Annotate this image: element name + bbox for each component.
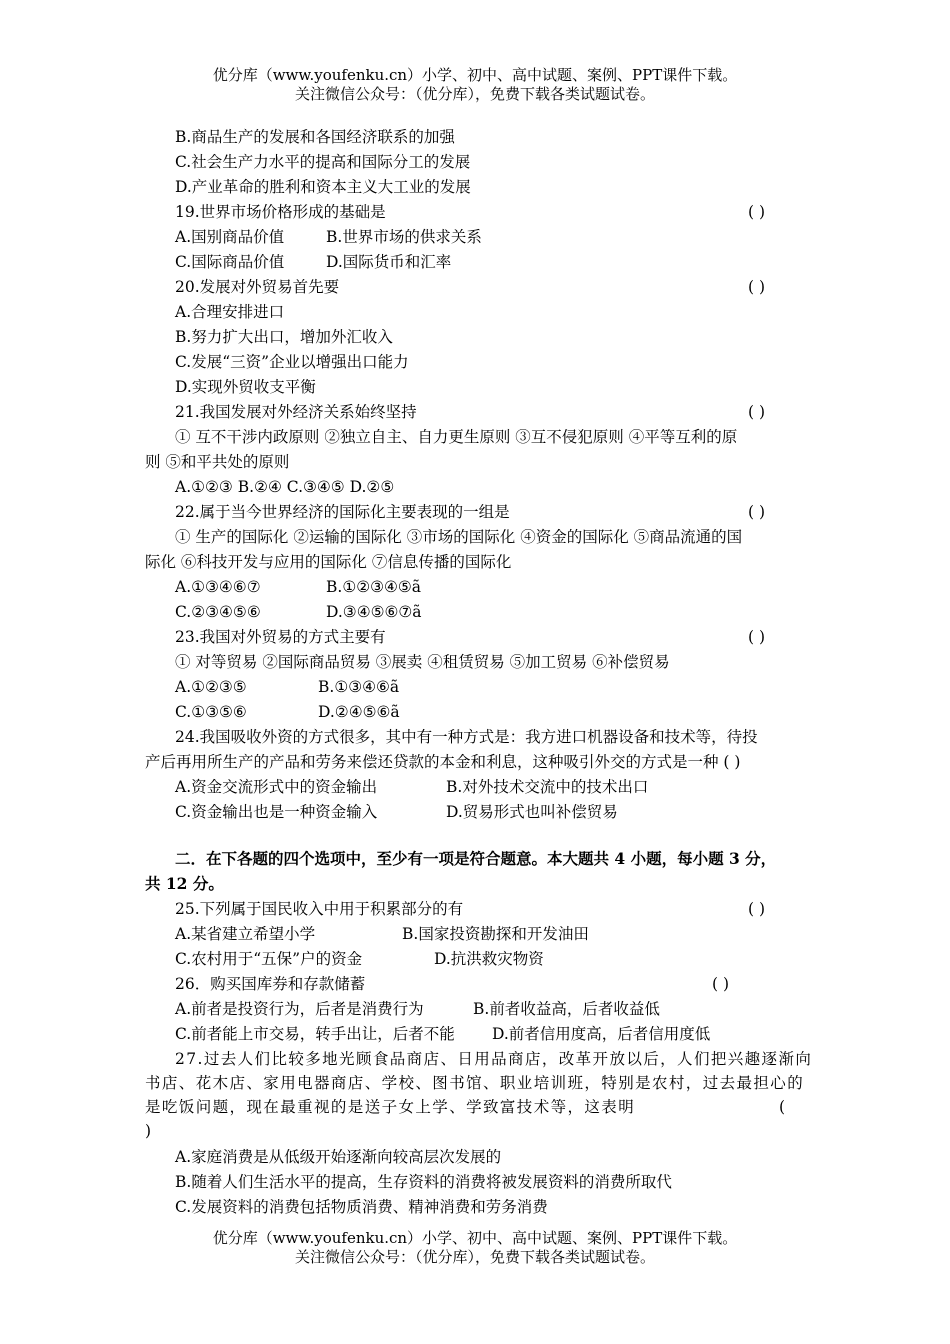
option-d: D.②④⑤⑥ã — [318, 703, 400, 721]
option-d: D.③④⑤⑥⑦ã — [326, 603, 422, 621]
question-items: ① 对等贸易 ②国际商品贸易 ③展卖 ④租赁贸易 ⑤加工贸易 ⑥补偿贸易 — [175, 653, 670, 671]
question-stem-line-3: 是吃饭问题，现在最重视的是送子女上学、学致富技术等，这表明 — [145, 1098, 636, 1116]
question-items-line-1: ① 互不干涉内政原则 ②独立自主、自力更生原则 ③互不侵犯原则 ④平等互利的原 — [175, 428, 738, 446]
answer-paren: ( ) — [748, 403, 766, 421]
answer-paren: ( ) — [712, 975, 730, 993]
option-b: B.随着人们生活水平的提高，生存资料的消费将被发展资料的消费所取代 — [175, 1173, 672, 1191]
option-d: D.国际货币和汇率 — [326, 253, 452, 271]
option-b: B.世界市场的供求关系 — [326, 228, 482, 246]
option-b: B.努力扩大出口，增加外汇收入 — [175, 328, 393, 346]
option-b: B.国家投资勘探和开发油田 — [402, 925, 589, 943]
question-options: A.①②③ B.②④ C.③④⑤ D.②⑤ — [175, 478, 395, 496]
page-header — [0, 66, 950, 104]
option-a: A.某省建立希望小学 — [175, 925, 316, 943]
option-c: C.资金输出也是一种资金输入 — [175, 803, 378, 821]
footer-line-2: 关注微信公众号：（优分库），免费下载各类试题试卷。 — [294, 1248, 655, 1266]
header-line-2: 关注微信公众号：（优分库），免费下载各类试题试卷。 — [294, 85, 655, 103]
option-a: A.前者是投资行为，后者是消费行为 — [175, 1000, 424, 1018]
answer-paren-close: ) — [145, 1122, 152, 1140]
question-stem: 26．购买国库券和存款储蓄 — [175, 975, 366, 993]
question-stem-line-1: 24.我国吸收外资的方式很多，其中有一种方式是：我方进口机器设备和技术等，待投 — [175, 728, 758, 746]
question-stem-line-2: 产后再用所生产的产品和劳务来偿还贷款的本金和利息，这种吸引外交的方式是一种 ( ) — [145, 753, 741, 771]
option-c: C.农村用于“五保”户的资金 — [175, 950, 363, 968]
option-d: D.前者信用度高，后者信用度低 — [492, 1025, 711, 1043]
section-heading-line-1: 二．在下各题的四个选项中，至少有一项是符合题意。本大题共 4 小题，每小题 3 分， — [175, 849, 777, 868]
answer-paren: ( ) — [748, 900, 766, 918]
footer-line-1: 优分库（www.youfenku.cn）小学、初中、高中试题、案例、PPT课件下载。 — [212, 1229, 738, 1247]
question-stem: 21.我国发展对外经济关系始终坚持 — [175, 403, 417, 421]
option-c: C.②③④⑤⑥ — [175, 603, 261, 621]
option-b: B.商品生产的发展和各国经济联系的加强 — [175, 128, 455, 146]
question-stem-line-1: 27.过去人们比较多地光顾食品商店、日用品商店，改革开放以后，人们把兴趣逐渐向 — [175, 1050, 813, 1068]
option-b: B.前者收益高，后者收益低 — [473, 1000, 660, 1018]
question-stem: 20.发展对外贸易首先要 — [175, 278, 340, 296]
option-a: A.合理安排进口 — [175, 303, 285, 321]
answer-paren: ( ) — [748, 503, 766, 521]
page-footer — [0, 1229, 950, 1267]
option-c: C.社会生产力水平的提高和国际分工的发展 — [175, 153, 471, 171]
question-stem: 25.下列属于国民收入中用于积累部分的有 — [175, 900, 464, 918]
question-items-line-1: ① 生产的国际化 ②运输的国际化 ③市场的国际化 ④资金的国际化 ⑤商品流通的国 — [175, 528, 743, 546]
option-d: D.贸易形式也叫补偿贸易 — [446, 803, 618, 821]
option-d: D.实现外贸收支平衡 — [175, 378, 316, 396]
header-line-1: 优分库（www.youfenku.cn）小学、初中、高中试题、案例、PPT课件下载。 — [212, 66, 738, 84]
option-a: A.国别商品价值 — [175, 228, 285, 246]
option-c: C.①③⑤⑥ — [175, 703, 247, 721]
option-b: B.①②③④⑤ã — [326, 578, 422, 596]
section-heading-line-2: 共 12 分。 — [145, 874, 224, 893]
answer-paren-open: ( — [779, 1098, 786, 1116]
option-b: B.对外技术交流中的技术出口 — [446, 778, 649, 796]
option-a: A.①③④⑥⑦ — [175, 578, 261, 596]
question-stem-line-2: 书店、花木店、家用电器商店、学校、图书馆、职业培训班，特别是农村，过去最担心的 — [145, 1074, 805, 1092]
question-items-line-2: 则 ⑤和平共处的原则 — [145, 453, 290, 471]
question-stem: 23.我国对外贸易的方式主要有 — [175, 628, 386, 646]
option-c: C.发展资料的消费包括物质消费、精神消费和劳务消费 — [175, 1198, 548, 1216]
answer-paren: ( ) — [748, 278, 766, 296]
option-c: C.国际商品价值 — [175, 253, 285, 271]
option-a: A.家庭消费是从低级开始逐渐向较高层次发展的 — [175, 1148, 502, 1166]
option-c: C.前者能上市交易，转手出让，后者不能 — [175, 1025, 455, 1043]
option-a: A.①②③⑤ — [175, 678, 247, 696]
answer-paren: ( ) — [748, 203, 766, 221]
option-d: D.产业革命的胜利和资本主义大工业的发展 — [175, 178, 471, 196]
option-a: A.资金交流形式中的资金输出 — [175, 778, 378, 796]
option-b: B.①③④⑥ã — [318, 678, 400, 696]
option-c: C.发展“三资”企业以增强出口能力 — [175, 353, 409, 371]
question-stem: 19.世界市场价格形成的基础是 — [175, 203, 386, 221]
answer-paren: ( ) — [748, 628, 766, 646]
option-d: D.抗洪救灾物资 — [434, 950, 544, 968]
question-items-line-2: 际化 ⑥科技开发与应用的国际化 ⑦信息传播的国际化 — [145, 553, 512, 571]
question-stem: 22.属于当今世界经济的国际化主要表现的一组是 — [175, 503, 510, 521]
